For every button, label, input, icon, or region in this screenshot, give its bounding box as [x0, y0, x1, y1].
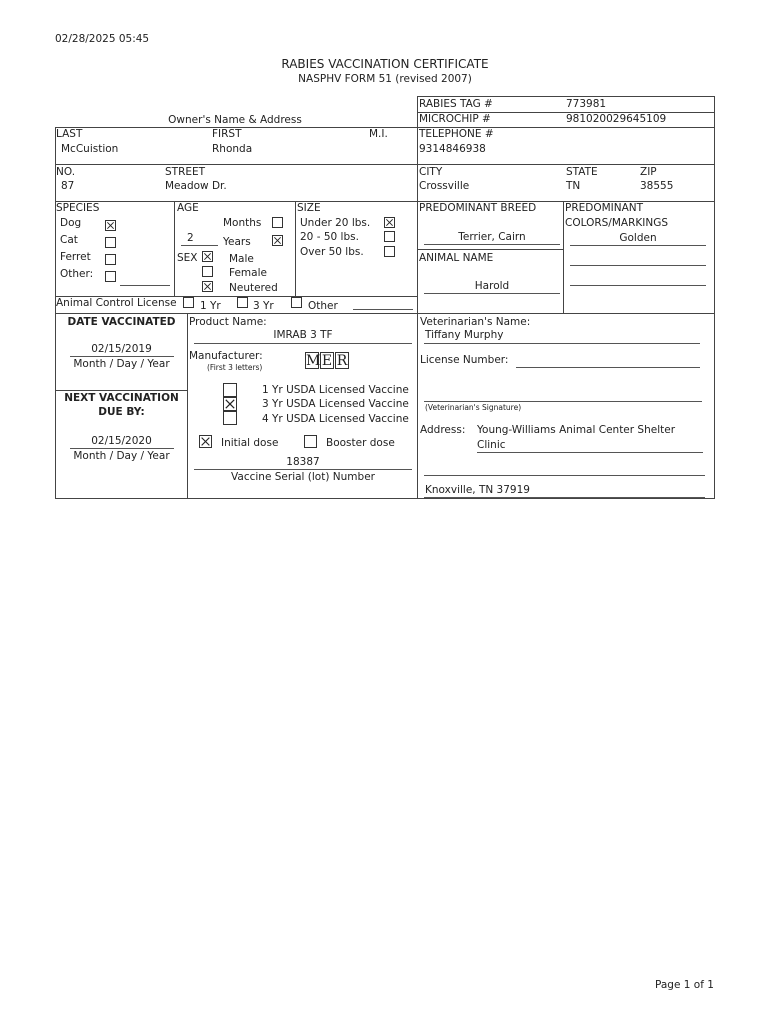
center-divider [417, 96, 418, 498]
first-name-label: FIRST [212, 128, 242, 140]
license-other-checkbox[interactable] [291, 297, 302, 308]
age-label: AGE [177, 202, 199, 214]
street-label: STREET [165, 166, 206, 178]
microchip-label: MICROCHIP # [419, 113, 491, 125]
last-name-label: LAST [56, 128, 83, 140]
zip-label: ZIP [640, 166, 657, 178]
city-label: CITY [419, 166, 443, 178]
vaccine-4yr-label: 4 Yr USDA Licensed Vaccine [262, 413, 409, 425]
manufacturer-letter-3[interactable]: R [336, 353, 348, 369]
sex-male-label: Male [229, 253, 254, 265]
vaccine-1yr-checkbox[interactable] [223, 383, 237, 397]
breed-value[interactable]: Terrier, Cairn [458, 231, 526, 243]
size-20to50-checkbox[interactable] [384, 231, 395, 242]
vaccine-4yr-checkbox[interactable] [223, 411, 237, 425]
address-line-rule [424, 475, 705, 476]
next-vaccination-line [70, 448, 174, 449]
breed-label: PREDOMINANT BREED [419, 202, 537, 214]
signature-line [424, 401, 702, 402]
check-x-icon [106, 221, 115, 230]
colors-line-3 [570, 285, 706, 286]
rabies-tag-value[interactable]: 773981 [566, 98, 607, 110]
species-ferret-checkbox[interactable] [105, 254, 116, 265]
vaccine-3yr-label: 3 Yr USDA Licensed Vaccine [262, 398, 409, 410]
veterinarian-name-value[interactable]: Tiffany Murphy [425, 329, 504, 341]
page-number: Page 1 of 1 [655, 979, 714, 991]
age-months-label: Months [223, 217, 262, 229]
top-border-right [417, 96, 715, 97]
species-other-label: Other: [60, 268, 94, 280]
license-label: Animal Control License [56, 297, 177, 309]
sex-neutered-checkbox[interactable] [202, 281, 213, 292]
sex-neutered-label: Neutered [229, 282, 278, 294]
date-vaccinated-format: Month / Day / Year [73, 358, 170, 370]
sex-male-checkbox[interactable] [202, 251, 213, 262]
colors-label-line1: PREDOMINANT [565, 202, 644, 214]
zip-value[interactable]: 38555 [640, 180, 674, 192]
check-x-icon [200, 436, 211, 447]
next-vaccination-label-1: NEXT VACCINATION [64, 392, 179, 404]
timestamp: 02/28/2025 05:45 [55, 33, 150, 45]
check-x-icon [385, 218, 394, 227]
size-20to50-label: 20 - 50 lbs. [300, 231, 359, 243]
address-line-3-rule [424, 497, 705, 498]
serial-number-label: Vaccine Serial (lot) Number [231, 471, 375, 483]
species-cat-label: Cat [60, 234, 78, 246]
age-years-checkbox[interactable] [272, 235, 283, 246]
colors-line-2 [570, 265, 706, 266]
address-line-3[interactable]: Knoxville, TN 37919 [425, 484, 530, 496]
rule [417, 249, 563, 250]
rule [563, 201, 564, 313]
check-x-icon [224, 398, 236, 410]
check-x-icon [273, 236, 282, 245]
rule [55, 164, 715, 165]
state-label: STATE [566, 166, 598, 178]
microchip-value[interactable]: 981020029645109 [566, 113, 667, 125]
age-years-value[interactable]: 2 [187, 232, 194, 244]
next-vaccination-label-2: DUE BY: [98, 406, 145, 418]
last-name-value[interactable]: McCuistion [61, 143, 119, 155]
city-value[interactable]: Crossville [419, 180, 470, 192]
license-other-line [353, 309, 413, 310]
initial-dose-checkbox[interactable] [199, 435, 212, 448]
animal-name-label: ANIMAL NAME [419, 252, 494, 264]
address-line-2[interactable]: Clinic [477, 439, 506, 451]
telephone-value[interactable]: 9314846938 [419, 143, 486, 155]
colors-label-line2: COLORS/MARKINGS [565, 217, 669, 229]
form-subtitle: NASPHV FORM 51 (revised 2007) [298, 73, 472, 85]
veterinarian-name-label: Veterinarian's Name: [420, 316, 531, 328]
species-cat-checkbox[interactable] [105, 237, 116, 248]
license-number-label: License Number: [420, 354, 509, 366]
rabies-tag-label: RABIES TAG # [419, 98, 493, 110]
species-dog-label: Dog [60, 217, 82, 229]
product-name-line [194, 343, 412, 344]
address-label: Address: [420, 424, 466, 436]
colors-line [570, 245, 706, 246]
sex-female-checkbox[interactable] [202, 266, 213, 277]
manufacturer-letter-1[interactable]: M [306, 353, 321, 369]
species-label: SPECIES [56, 202, 100, 214]
animal-name-value[interactable]: Harold [474, 280, 510, 292]
house-number-value[interactable]: 87 [61, 180, 75, 192]
next-vaccination-format: Month / Day / Year [73, 450, 170, 462]
next-vaccination-value[interactable]: 02/15/2020 [91, 435, 152, 447]
date-vaccinated-label: DATE VACCINATED [67, 316, 176, 328]
rule [55, 390, 187, 391]
colors-value[interactable]: Golden [619, 232, 657, 244]
manufacturer-label: Manufacturer: [189, 350, 263, 362]
middle-initial-label: M.I. [369, 128, 388, 140]
species-other-checkbox[interactable] [105, 271, 116, 282]
license-number-line [516, 367, 700, 368]
age-years-label: Years [223, 236, 251, 248]
initial-dose-label: Initial dose [221, 437, 279, 449]
form-title: RABIES VACCINATION CERTIFICATE [281, 57, 489, 71]
size-over50-label: Over 50 lbs. [300, 246, 364, 258]
vaccine-3yr-checkbox[interactable] [223, 397, 237, 411]
license-1yr-label: 1 Yr [200, 300, 221, 312]
license-1yr-checkbox[interactable] [183, 297, 194, 308]
booster-dose-checkbox[interactable] [304, 435, 317, 448]
state-value[interactable]: TN [566, 180, 581, 192]
species-ferret-label: Ferret [60, 251, 91, 263]
age-months-checkbox[interactable] [272, 217, 283, 228]
right-border [714, 96, 715, 498]
check-x-icon [203, 282, 212, 291]
bottom-border [55, 498, 715, 499]
date-vaccinated-line [70, 356, 174, 357]
vaccine-1yr-label: 1 Yr USDA Licensed Vaccine [262, 384, 409, 396]
serial-number-value[interactable]: 18387 [286, 456, 320, 468]
check-x-icon [203, 252, 212, 261]
size-over50-checkbox[interactable] [384, 246, 395, 257]
sex-female-label: Female [229, 267, 267, 279]
sex-label: SEX [177, 252, 198, 264]
telephone-label: TELEPHONE # [419, 128, 494, 140]
product-name-value[interactable]: IMRAB 3 TF [273, 329, 333, 341]
breed-line [424, 244, 560, 245]
product-name-label: Product Name: [189, 316, 267, 328]
license-other-label: Other [308, 300, 338, 312]
rule [187, 313, 188, 498]
street-value[interactable]: Meadow Dr. [165, 180, 227, 192]
age-value-line [181, 245, 218, 246]
species-other-line [120, 285, 170, 286]
animal-name-line [424, 293, 560, 294]
manufacturer-hint: (First 3 letters) [207, 363, 263, 372]
owner-section-label: Owner's Name & Address [168, 114, 302, 126]
rule [55, 313, 715, 314]
rule [295, 201, 296, 296]
manufacturer-letter-2[interactable]: E [321, 353, 333, 369]
species-dog-checkbox[interactable] [105, 220, 116, 231]
license-3yr-label: 3 Yr [253, 300, 274, 312]
size-label: SIZE [297, 202, 321, 214]
size-under20-checkbox[interactable] [384, 217, 395, 228]
house-number-label: NO. [56, 166, 76, 178]
serial-number-line [194, 469, 412, 470]
booster-dose-label: Booster dose [326, 437, 395, 449]
address-line-2-rule [477, 452, 703, 453]
address-line-1[interactable]: Young-Williams Animal Center Shelter [477, 424, 676, 436]
signature-label: (Veterinarian's Signature) [425, 403, 522, 412]
date-vaccinated-value[interactable]: 02/15/2019 [91, 343, 152, 355]
rule [174, 201, 175, 296]
license-3yr-checkbox[interactable] [237, 297, 248, 308]
first-name-value[interactable]: Rhonda [212, 143, 253, 155]
size-under20-label: Under 20 lbs. [300, 217, 371, 229]
veterinarian-name-line [424, 343, 700, 344]
